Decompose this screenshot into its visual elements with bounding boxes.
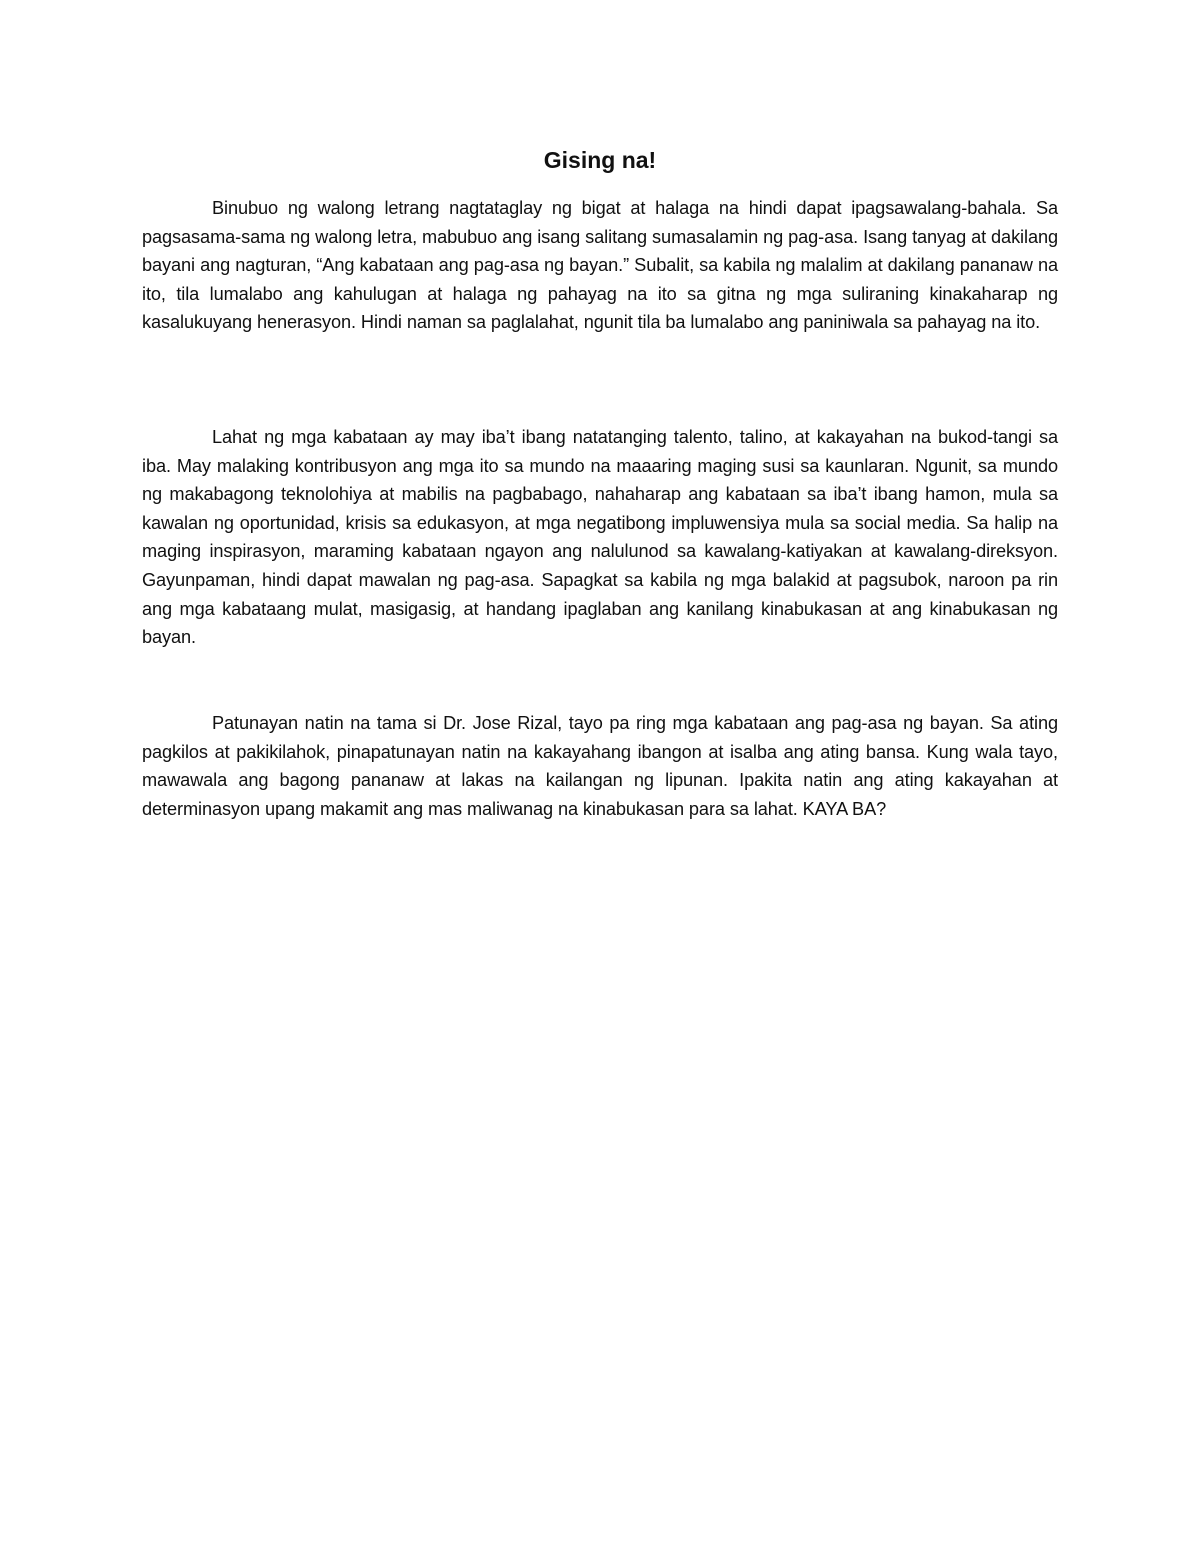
- page-title: Gising na!: [543, 147, 657, 173]
- paragraph-3: Patunayan natin na tama si Dr. Jose Rizal, tayo pa ring mga kabataan ang pag-asa ng bayan. Sa ating pagkilos at pakikilahok, pinapatunayan natin na kakayahang ibangon at isalba ang ating bansa. Kung wala tayo, mawawala ang bagong pananaw at lakas na kailangan ng lipunan. Ipakita natin ang ating kakayahan at determinasyon upang makamit ang mas maliwanag na kinabukasan para sa lahat. KAYA BA?: [142, 713, 1058, 819]
- paragraph-2: Lahat ng mga kabataan ay may iba’t ibang natatanging talento, talino, at kakayahan na bukod-tangi sa iba. May malaking kontribusyon ang mga ito sa mundo na maaaring maging susi sa kaunlaran. Ngunit, sa mundo ng makabagong teknolohiya at mabilis na pagbabago, nahaharap ang kabataan sa iba’t ibang hamon, mula sa kawalan ng oportunidad, krisis sa edukasyon, at mga negatibong impluwensiya mula sa social media. Sa halip na maging inspirasyon, maraming kabataan ngayon ang nalulunod sa kawalang-katiyakan at kawalang-direksyon. Gayunpaman, hindi dapat mawalan ng pag-asa. Sapagkat sa kabila ng mga balakid at pagsubok, naroon pa rin ang mga kabataang mulat, masigasig, at handang ipaglaban ang kanilang kinabukasan at ang kinabukasan ng bayan.: [142, 427, 1058, 648]
- paragraph-1: Binubuo ng walong letrang nagtataglay ng bigat at halaga na hindi dapat ipagsawalang-bahala. Sa pagsasama-sama ng walong letra, mabubuo ang isang salitang sumasalamin ng pag-asa. Isang tanyag at dakilang bayani ang nagturan, “Ang kabataan ang pag-asa ng bayan.” Subalit, sa kabila ng malalim at dakilang pananaw na ito, tila lumalabo ang kahulugan at halaga ng pahayag na ito sa gitna ng mga suliraning kinakaharap ng kasalukuyang henerasyon. Hindi naman sa paglalahat, ngunit tila ba lumalabo ang paniniwala sa pahayag na ito.: [142, 198, 1058, 333]
